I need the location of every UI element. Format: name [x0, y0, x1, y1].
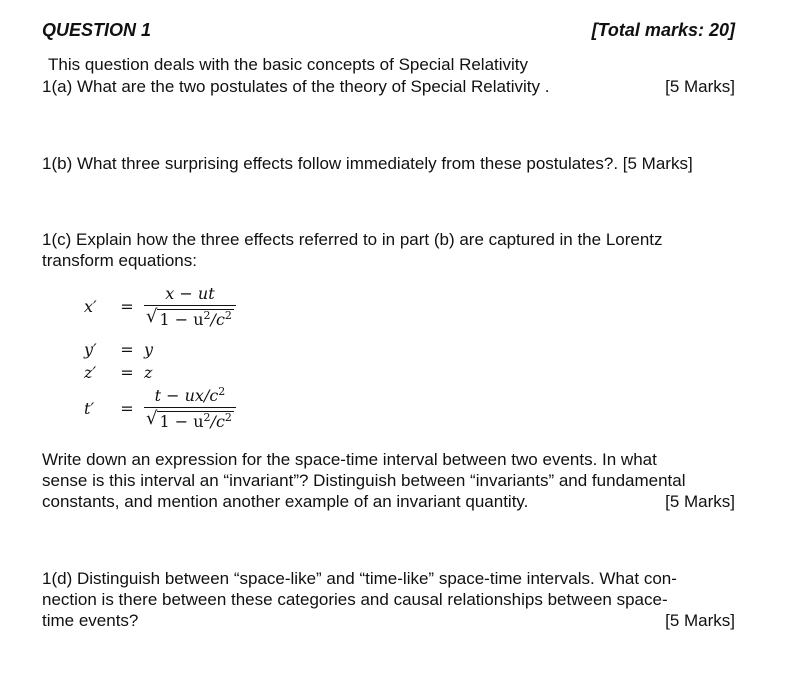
interval-text-1: Write down an expression for the space-time interval between two events. In what: [42, 450, 657, 469]
q1d-text-3: time events?: [42, 611, 139, 630]
q1a-text: 1(a) What are the two postulates of the theory of Special Relativity .: [42, 77, 550, 96]
q1a-marks: [5 Marks]: [665, 77, 735, 96]
question-heading: QUESTION 1: [42, 20, 152, 40]
q1d-text-1: 1(d) Distinguish between “space-like” and “time-like” space-time intervals. What con-: [42, 569, 677, 588]
equation-t: t′ = $t - ux/c^2$ √ $1 - u^2/c^2$: [84, 384, 236, 432]
q1d-marks: [5 Marks]: [665, 611, 735, 630]
equation-y: y′ = y: [84, 339, 154, 359]
q1c-text-1: 1(c) Explain how the three effects referred to in part (b) are captured in the Lorentz: [42, 230, 663, 249]
q1c-text-2: transform equations:: [42, 251, 197, 270]
q1b-text: 1(b) What three surprising effects follow immediately from these postulates?. [5 Marks]: [42, 154, 693, 173]
interval-text-3: constants, and mention another example of an invariant quantity.: [42, 492, 529, 511]
interval-text-2: sense is this interval an “invariant”? Distinguish between “invariants” and fundamental: [42, 471, 686, 490]
equation-z: z′ = z: [84, 362, 153, 382]
q1d-text-2: nection is there between these categories and causal relationships between space-: [42, 590, 668, 609]
total-marks: [Total marks: 20]: [591, 20, 735, 40]
equation-x: x′ = x − ut √ $1 - u^2/c^2$: [84, 282, 236, 330]
q1c-marks: [5 Marks]: [665, 492, 735, 511]
intro-text: This question deals with the basic concepts of Special Relativity: [48, 55, 529, 74]
